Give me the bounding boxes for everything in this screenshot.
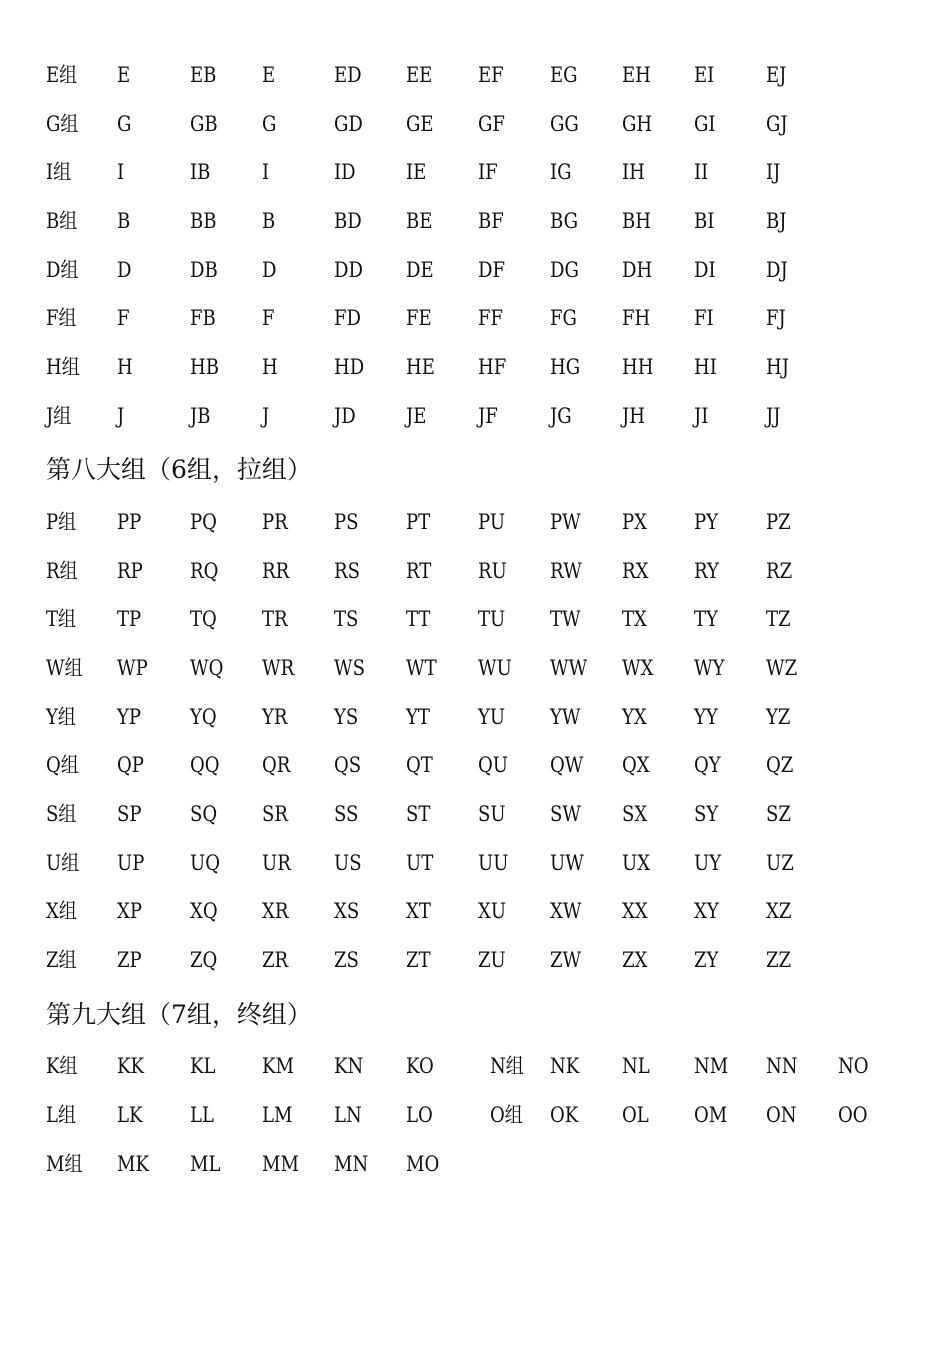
group-row-s [0,794,950,834]
combo-cell: GH [622,112,653,136]
combo-cell: JB [190,404,211,428]
combo-cell: EB [190,63,217,87]
combo-cell: BE [406,209,433,233]
group-row-m [0,1144,950,1184]
group-label: N组 [490,1054,524,1078]
combo-cell: QX [622,753,650,777]
combo-cell: NO [838,1054,869,1078]
combo-cell: UY [694,851,722,875]
group-label: Y组 [46,705,76,729]
group-label: P组 [46,510,77,534]
combo-cell: MK [117,1152,149,1176]
combo-cell: OL [622,1103,649,1127]
group-row-i [0,152,950,192]
section-heading-9: 第九大组（7组，终组） [46,1000,312,1029]
combo-cell: G [262,112,277,136]
combo-cell: TX [622,607,647,631]
combo-cell: ZP [117,948,142,972]
combo-cell: GG [550,112,579,136]
combo-cell: YZ [766,705,791,729]
combo-cell: B [262,209,276,233]
group-label: T组 [46,607,77,631]
group-row-r [0,551,950,591]
combo-cell: SU [478,802,506,826]
combo-cell: BJ [766,209,787,233]
combo-cell: KO [406,1054,434,1078]
combo-cell: WQ [190,656,224,680]
combo-cell: RY [694,559,719,583]
combo-cell: H [262,355,278,379]
combo-cell: KK [117,1054,144,1078]
combo-cell: XY [694,899,719,923]
combo-cell: I [117,160,125,184]
combo-cell: JD [334,404,356,428]
combo-cell: TZ [766,607,791,631]
combo-cell: WU [478,656,512,680]
combo-cell: WT [406,656,437,680]
combo-cell: EI [694,63,715,87]
group-label: O组 [490,1103,523,1127]
group-label: J组 [46,404,72,428]
combo-cell: YR [262,705,288,729]
combo-cell: IH [622,160,645,184]
combo-cell: TQ [190,607,217,631]
group-row-l-o [0,1095,950,1135]
group-label: W组 [46,656,83,680]
combo-cell: XZ [766,899,792,923]
combo-cell: JE [406,404,427,428]
combo-cell: PZ [766,510,791,534]
combo-cell: KM [262,1054,294,1078]
combo-cell: J [117,404,125,428]
combo-cell: UZ [766,851,794,875]
combo-cell: QW [550,753,584,777]
combo-cell: RT [406,559,432,583]
combo-cell: MM [262,1152,299,1176]
combo-cell: UU [478,851,509,875]
combo-cell: YU [478,705,506,729]
combo-cell: NM [694,1054,729,1078]
combo-cell: EF [478,63,504,87]
combo-cell: G [117,112,132,136]
combo-cell: JG [550,404,572,428]
combo-cell: PQ [190,510,217,534]
combo-cell: RP [117,559,143,583]
combo-cell: WZ [766,656,798,680]
combo-cell: IB [190,160,211,184]
combo-cell: ZY [694,948,719,972]
combo-cell: FF [478,306,504,330]
combo-cell: FE [406,306,432,330]
combo-cell: MO [406,1152,440,1176]
combo-cell: KN [334,1054,364,1078]
combo-cell: GJ [766,112,788,136]
group-label: H组 [46,355,80,379]
combo-cell: UX [622,851,651,875]
combo-cell: BF [478,209,504,233]
combo-cell: ZX [622,948,648,972]
combo-cell: YW [550,705,581,729]
combo-cell: DD [334,258,363,282]
group-row-q [0,745,950,785]
combo-cell: XT [406,899,431,923]
combo-cell: ZW [550,948,582,972]
combo-cell: QU [478,753,509,777]
combo-cell: WR [262,656,295,680]
group-row-t [0,599,950,639]
combo-cell: KL [190,1054,216,1078]
combo-cell: UQ [190,851,221,875]
combo-cell: ZS [334,948,359,972]
combo-cell: YX [622,705,647,729]
combo-cell: J [262,404,270,428]
group-row-h [0,347,950,387]
combo-cell: EG [550,63,578,87]
combo-cell: RQ [190,559,219,583]
combo-cell: PU [478,510,506,534]
combo-cell: FD [334,306,362,330]
combo-cell: ZU [478,948,506,972]
combo-cell: YY [694,705,718,729]
combo-cell: OK [550,1103,579,1127]
combo-cell: DG [550,258,579,282]
combo-cell: RU [478,559,507,583]
combo-cell: OM [694,1103,728,1127]
combo-cell: LL [190,1103,214,1127]
combo-cell: SR [262,802,288,826]
combo-cell: QZ [766,753,794,777]
combo-cell: YP [117,705,142,729]
combo-cell: FB [190,306,216,330]
combo-cell: E [262,63,276,87]
combo-cell: TR [262,607,288,631]
combo-cell: JH [622,404,645,428]
combo-cell: JI [694,404,709,428]
combo-cell: I [262,160,270,184]
combo-cell: ED [334,63,362,87]
combo-cell: JJ [766,404,781,428]
combo-cell: US [334,851,362,875]
combo-cell: IJ [766,160,781,184]
combo-cell: DB [190,258,218,282]
combo-cell: RR [262,559,290,583]
combo-cell: YS [334,705,359,729]
group-label: K组 [46,1054,78,1078]
section-heading-8: 第八大组（6组，拉组） [46,455,312,484]
combo-cell: EJ [766,63,787,87]
combo-cell: GD [334,112,363,136]
combo-cell: SW [550,802,581,826]
combo-cell: BH [622,209,652,233]
combo-cell: GI [694,112,716,136]
combo-cell: XX [622,899,648,923]
combo-cell: ST [406,802,431,826]
combo-cell: ZZ [766,948,792,972]
combo-cell: YQ [190,705,217,729]
combo-cell: UT [406,851,434,875]
combo-cell: HE [406,355,435,379]
combo-cell: NN [766,1054,798,1078]
combo-cell: NL [622,1054,650,1078]
combo-cell: MN [334,1152,369,1176]
group-label: M组 [46,1152,83,1176]
combo-cell: HB [190,355,220,379]
combo-cell: TU [478,607,506,631]
combo-cell: GE [406,112,434,136]
combo-cell: TW [550,607,581,631]
group-row-j [0,396,950,436]
combo-cell: OO [838,1103,868,1127]
combo-cell: LN [334,1103,362,1127]
group-row-g [0,104,950,144]
combo-cell: QR [262,753,291,777]
group-label: Q组 [46,753,79,777]
combo-cell: LK [117,1103,143,1127]
combo-cell: NK [550,1054,580,1078]
combo-cell: D [262,258,277,282]
group-label: R组 [46,559,78,583]
combo-cell: QS [334,753,362,777]
group-row-w [0,648,950,688]
combo-cell: PX [622,510,648,534]
group-row-e [0,55,950,95]
group-row-x [0,891,950,931]
combo-cell: PR [262,510,288,534]
combo-cell: HI [694,355,717,379]
group-row-k-n [0,1046,950,1086]
combo-cell: PS [334,510,359,534]
combo-cell: SS [334,802,359,826]
combo-cell: SZ [766,802,791,826]
group-row-u [0,843,950,883]
combo-cell: FG [550,306,577,330]
combo-cell: DH [622,258,653,282]
combo-cell: WY [694,656,725,680]
combo-cell: YT [406,705,430,729]
group-row-p [0,502,950,542]
group-label: B组 [46,209,78,233]
combo-cell: LO [406,1103,433,1127]
combo-cell: SQ [190,802,218,826]
group-row-z [0,940,950,980]
group-label: I组 [46,160,72,184]
group-label: U组 [46,851,80,875]
combo-cell: WX [622,656,654,680]
combo-cell: XR [262,899,289,923]
combo-cell: UR [262,851,291,875]
combo-cell: BI [694,209,715,233]
group-label: F组 [46,306,77,330]
combo-cell: TT [406,607,431,631]
combo-cell: TS [334,607,359,631]
combo-cell: PY [694,510,719,534]
group-row-y [0,697,950,737]
group-label: X组 [46,899,77,923]
combo-cell: FI [694,306,714,330]
combo-cell: F [117,306,130,330]
combo-cell: UP [117,851,145,875]
combo-cell: XU [478,899,507,923]
group-row-d [0,250,950,290]
combo-cell: BD [334,209,362,233]
combo-cell: HG [550,355,581,379]
combo-cell: BG [550,209,579,233]
combo-cell: PW [550,510,581,534]
combo-cell: H [117,355,133,379]
combo-cell: HJ [766,355,789,379]
combo-cell: QT [406,753,433,777]
combo-cell: QP [117,753,144,777]
combo-cell: SP [117,802,142,826]
combo-cell: XP [117,899,143,923]
combo-cell: TP [117,607,142,631]
combo-cell: ZQ [190,948,218,972]
combo-cell: TY [694,607,718,631]
combo-cell: FJ [766,306,786,330]
combo-cell: XS [334,899,360,923]
group-row-b [0,201,950,241]
group-label: Z组 [46,948,77,972]
combo-cell: SX [622,802,648,826]
combo-cell: EH [622,63,651,87]
combo-cell: WW [550,656,588,680]
combo-cell: HF [478,355,507,379]
combo-cell: ZT [406,948,431,972]
combo-cell: ID [334,160,356,184]
combo-cell: DE [406,258,434,282]
group-label: L组 [46,1103,77,1127]
combo-cell: ML [190,1152,221,1176]
combo-cell: UW [550,851,584,875]
combo-cell: E [117,63,131,87]
combo-cell: FH [622,306,651,330]
combo-cell: WP [117,656,148,680]
group-label: S组 [46,802,77,826]
combo-cell: D [117,258,132,282]
combo-cell: DJ [766,258,788,282]
combo-cell: LM [262,1103,293,1127]
combo-cell: RS [334,559,360,583]
combo-cell: XQ [190,899,218,923]
combo-cell: DI [694,258,716,282]
group-label: E组 [46,63,78,87]
group-row-f [0,298,950,338]
group-label: D组 [46,258,79,282]
combo-cell: RZ [766,559,793,583]
combo-cell: XW [550,899,582,923]
combo-cell: II [694,160,709,184]
combo-cell: GF [478,112,505,136]
combo-cell: IE [406,160,427,184]
combo-cell: IF [478,160,498,184]
combo-cell: ZR [262,948,289,972]
combo-cell: IG [550,160,572,184]
combo-cell: HH [622,355,654,379]
combo-cell: QQ [190,753,220,777]
combo-cell: ON [766,1103,797,1127]
combo-cell: BB [190,209,217,233]
combo-cell: GB [190,112,218,136]
combo-cell: WS [334,656,365,680]
combo-cell: SY [694,802,719,826]
combo-cell: HD [334,355,365,379]
combo-cell: F [262,306,275,330]
combo-cell: RW [550,559,582,583]
combo-cell: RX [622,559,649,583]
combo-cell: PP [117,510,142,534]
combo-cell: JF [478,404,498,428]
combo-cell: PT [406,510,431,534]
combo-cell: DF [478,258,506,282]
combo-cell: QY [694,753,721,777]
combo-cell: B [117,209,131,233]
group-label: G组 [46,112,79,136]
combo-cell: EE [406,63,433,87]
